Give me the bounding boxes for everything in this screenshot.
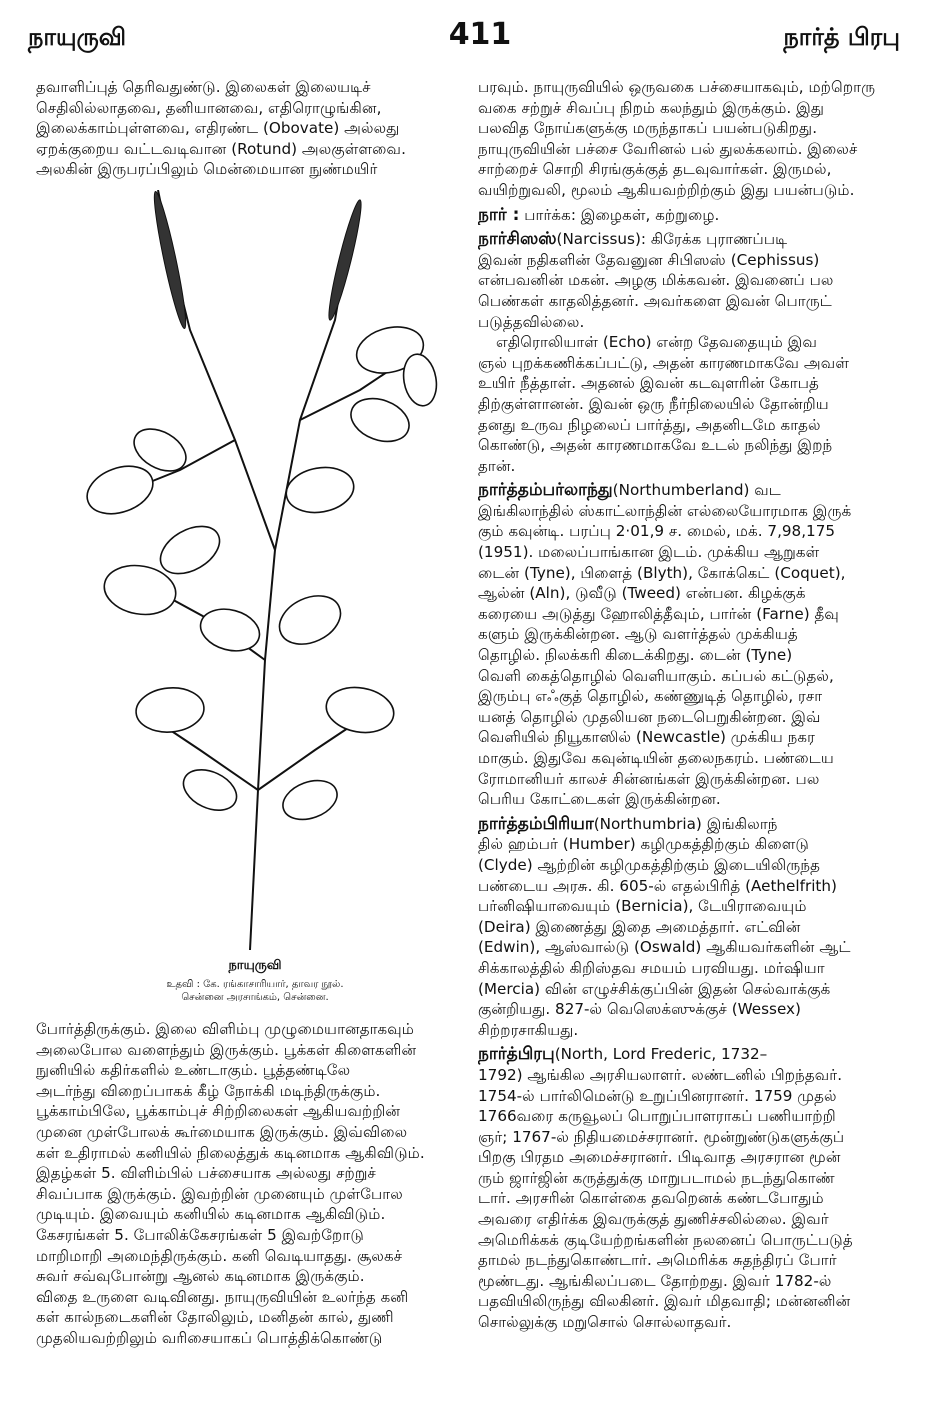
text-line: ஏறக்குறைய வட்டவடிவான (Rotund) அலகுள்ளவை.: [36, 139, 406, 158]
entry-nar: [478, 205, 904, 226]
text-line: முதலியவற்றிலும் வரிசையாகப் பொத்திக்கொண்டு: [36, 1328, 383, 1347]
text-line: முனை முள்போலக் கூர்மையாக இருக்கும். இவ்விலை: [36, 1122, 408, 1141]
text-line: பண்டைய அரசு. கி. 605-ல் எதல்பிரித் (Aethelfrith): [478, 876, 837, 895]
text-line: மாறிமாறி அமைந்திருக்கும். கனி வெடியாதது. சூலகச்: [36, 1246, 403, 1265]
text-line: படுத்தவில்லை.: [478, 312, 585, 331]
text-line: குன்றியது. 827-ல் வெஸெக்ஸுக்குச் (Wessex): [478, 1000, 801, 1019]
entry-headword: நார்த்தம்பிரியா: [478, 813, 594, 834]
text-line: தனது உருவ நிழலைப் பார்த்து, அதனிடமே காதல்: [478, 415, 821, 434]
main-stem: [250, 230, 350, 950]
left-column-top-text: [36, 77, 454, 180]
right-column-text: [478, 77, 904, 1333]
left-spike-stem: [158, 190, 275, 550]
text-line: தொழில். நிலக்கரி கிடைக்கிறது. டைன் (Tyne): [478, 646, 793, 665]
text-line: அமெரிக்கக் குடியேற்றங்களின் நலனைப் பொருட்படுத்: [478, 1230, 853, 1249]
text-line: (Deira) இணைத்து இதை அமைத்தார். எட்வின்: [478, 917, 801, 936]
nayuruvi-continuation: [478, 77, 904, 201]
text-line: நுனியில் கதிர்களில் உண்டாகும். பூத்தண்டிலே: [36, 1061, 351, 1080]
entry-first-line: [478, 1044, 904, 1065]
text-line: உயிர் நீத்தாள். அதனல் இவன் கடவுளரின் கோபத்: [478, 374, 819, 393]
text-line: 1766வரை கருவூலப் பொறுப்பாளராகப் பணியாற்றி: [478, 1107, 836, 1126]
running-header-right: நார்த் பிரபு: [783, 23, 900, 51]
text-line: இரும்பு எஃகுத் தொழில், கண்ணுடித் தொழில், ரசா: [478, 687, 823, 706]
branch: [258, 720, 360, 790]
entry-headword: நார்சிஸஸ்: [478, 229, 557, 250]
leaf: [272, 587, 349, 654]
text-line: பர்னிஷியாவையும் (Bernicia), டேயிராவையும்: [478, 897, 807, 916]
plant-illustration: [60, 190, 440, 950]
figure-title: நாயுருவி: [228, 958, 282, 973]
leaf: [283, 462, 358, 517]
entry-headword: நார்த்தம்பர்லாந்து: [478, 480, 613, 501]
text-line: டார். அரசரின் கொள்கை தவறெனக் கண்டபோதும்: [478, 1189, 824, 1208]
text-line: எதிரொலியாள் (Echo) என்ற தேவதையும் இவ: [496, 333, 817, 352]
text-line: முடியும். இவையும் கனியில் கடினமாக ஆகிவிடும்.: [36, 1205, 386, 1224]
text-line: பதவியிலிருந்து விலகினர். இவர் மிதவாதி; மன்னனின்: [478, 1292, 851, 1311]
figure-credit: [60, 978, 450, 1004]
leaf: [196, 603, 264, 657]
text-line: (Clyde) ஆற்றின் கழிமுகத்திற்கும் இடையிலிருந்த: [478, 855, 821, 874]
leaf: [81, 458, 160, 523]
text-line: ரும் ஜார்ஜின் கருத்துக்கு மாறுபடாமல் நடந்துகொண்: [478, 1168, 835, 1187]
text-line: ஞர்; 1767-ல் நிதியமைச்சரானர். மூன்றுண்டுகளுக்குப்: [478, 1127, 845, 1146]
text-line: இதழ்கள் 5. விளிம்பில் பச்சையாக அல்லது சற்றுச்: [36, 1164, 376, 1183]
leaf: [345, 391, 415, 449]
flower-spike: [150, 190, 191, 329]
entry-narcissus: [478, 229, 904, 476]
text-line: பெரிய கோட்டைகள் இருக்கின்றன.: [478, 790, 721, 809]
text-line: ஆல்ன் (Aln), டுவீடு (Tweed) என்பன. கிழக்குக்: [478, 584, 806, 603]
text-line: (North, Lord Frederic, 1732–: [554, 1045, 768, 1064]
text-line: (1951). மலைப்பாங்கான இடம். முக்கிய ஆறுகள்: [478, 543, 820, 562]
text-line: சாற்றைச் சொறி சிரங்குக்குத் தடவுவார்கள். இருமல்,: [478, 160, 832, 179]
text-line: கள் உதிராமல் கனியில் நிலைத்துக் கடினமாக ஆகிவிடும்.: [36, 1143, 425, 1162]
text-line: திற்குள்ளானன். இவன் ஒரு நீர்நிலையில் தோன்றிய: [478, 394, 829, 413]
text-line: பரவும். நாயுருவியில் ஒருவகை பச்சையாகவும், மற்றொரு: [478, 78, 876, 96]
text-line: டைன் (Tyne), பிளைத் (Blyth), கோக்கெட் (Coquet),: [478, 563, 846, 582]
entry-first-line: [478, 814, 904, 835]
text-line: பூக்காம்பிலே, பூக்காம்புச் சிற்றிலைகள் ஆகியவற்றின்: [36, 1102, 401, 1121]
plant-drawing-svg: [60, 190, 440, 950]
text-line: வெளியில் நியூகாஸில் (Newcastle) முக்கிய நகர: [478, 728, 815, 747]
text-line: ஞல் புறக்கணிக்கப்பட்டு, அதன் காரணமாகவே அவள்: [478, 353, 850, 372]
text-line: அலகின் இருபரப்பிலும் மென்மையான நுண்மயிர்: [36, 160, 378, 179]
leaf: [278, 774, 343, 827]
text-line: பிறகு பிரதம அமைச்சரானர். பிடிவாத அரசரான மூன்: [478, 1148, 841, 1167]
text-line: அவரை எதிர்க்க இவருக்குத் துணிச்சலில்லை. இவர்: [478, 1210, 829, 1229]
text-line: கொண்டு, அதன் காரணமாகவே உடல் நலிந்து இறந்: [478, 436, 833, 455]
page-number: 411: [448, 17, 512, 52]
entry-northumberland: [478, 480, 904, 810]
text-line: மூண்டது. ஆங்கிலப்படை தோற்றது. இவர் 1782-ல்: [478, 1271, 832, 1290]
text-line: அடர்ந்து விறைப்பாகக் கீழ் நோக்கி மடிந்திருக்கும்.: [36, 1081, 381, 1100]
entry-headword: நார்த்பிரபு: [478, 1044, 555, 1065]
text-line: கள் கால்நடைகளின் தோலிலும், மனிதன் கால், துணி: [36, 1308, 394, 1327]
text-line: ரோமானியர் காலச் சின்னங்கள் இருக்கின்றன. பல: [478, 769, 820, 788]
text-line: தாமல் நடந்துகொண்டார். அமெரிக்க சுதந்திரப் போர்: [478, 1251, 837, 1270]
text-line: 1754-ல் பார்லிமென்டு உறுப்பினரானர். 1759 முதல்: [478, 1086, 837, 1105]
leaf: [134, 685, 206, 735]
entry-northumbria: [478, 814, 904, 1041]
text-line: சிக்காலத்தில் கிறிஸ்தவ சமயம் பரவியது. மர்ஷியா: [478, 958, 825, 977]
figure-credit-line-1: உதவி : கே. ரங்காசாரியார், தாவர நூல்.: [166, 979, 344, 990]
text-line: சிற்றரசாகியது.: [478, 1020, 579, 1039]
text-line: இவன் நதிகளின் தேவனுன சிபிஸஸ் (Cephissus): [478, 250, 820, 269]
text-line: (Narcissus): கிரேக்க புராணப்படி: [556, 230, 788, 249]
leaf: [323, 682, 398, 737]
entry-lord-north: [478, 1044, 904, 1332]
text-line: கரையை அடுத்து ஹோலித்தீவும், பார்ன் (Farne) தீவு: [478, 604, 839, 623]
figure-credit-line-2: சென்னை அரசாங்கம், சென்னை.: [181, 992, 329, 1003]
text-line: வகை சற்றுச் சிவப்பு நிறம் கலந்தும் இருக்கும். இது: [478, 98, 825, 117]
text-line: பெண்கள் காதலித்தனர். அவர்களை இவன் பொருட்: [478, 291, 832, 310]
text-line: தான்.: [478, 456, 516, 475]
flower-spike: [324, 198, 366, 321]
text-line: வெளி கைத்தொழில் வெளியாகும். கப்பல் கட்டுதல்,: [478, 666, 834, 685]
text-line: அலைபோல வளைந்தும் இருக்கும். பூக்கள் கிளைகளின்: [36, 1040, 417, 1059]
text-line: சொல்லுக்கு மறுசொல் சொல்லாதவர்.: [478, 1313, 732, 1332]
text-line: (Northumberland) வட: [612, 481, 781, 500]
text-line: யனத் தொழில் முதலியன நடைபெறுகின்றன. இவ்: [478, 707, 821, 726]
text-line: மாகும். இதுவே கவுன்டியின் தலைநகரம். பண்டைய: [478, 749, 834, 767]
text-line: விதை உருளை வடிவினது. நாயுருவியின் உலர்ந்த கனி: [36, 1287, 409, 1306]
text-line: வயிற்றுவலி, மூலம் ஆகியவற்றிற்கும் இது பயன்படும்.: [478, 180, 855, 199]
text-line: (Edwin), ஆஸ்வால்டு (Oswald) ஆகியவர்களின் ஆட்: [478, 938, 851, 957]
entry-first-line: [478, 480, 904, 501]
left-column-bottom-text: [36, 1019, 454, 1349]
text-line: இலைக்காம்புள்ளவை, எதிரண்ட (Obovate) அல்லது: [36, 119, 400, 138]
entry-first-line: [478, 229, 904, 250]
text-line: கேசரங்கள் 5. போலிக்கேசரங்கள் 5 இவற்றோடு: [36, 1225, 364, 1244]
text-line: பலவித நோய்களுக்கு மருந்தாகப் பயன்படுகிறது.: [478, 119, 818, 138]
text-line: களும் இருக்கின்றன. ஆடு வளர்த்தல் முக்கியத்: [478, 625, 798, 644]
text-line: போர்த்திருக்கும். இலை விளிம்பு முழுமையானதாகவும்: [36, 1020, 415, 1038]
text-line: கும் கவுன்டி. பரப்பு 2·01,9 ச. மைல், மக். 7,98,175: [478, 522, 836, 541]
entry-cross-reference: பார்க்க: இழைகள், கற்றுழை.: [524, 205, 720, 224]
running-header-left: நாயுருவி: [28, 23, 127, 51]
text-line: (Northumbria) இங்கிலாந்: [593, 814, 778, 833]
text-line: தவாளிப்புத் தெரிவதுண்டு. இலைகள் இலையடிச்: [36, 78, 371, 96]
leaf: [177, 762, 243, 818]
text-line: என்பவனின் மகன். அழகு மிக்கவன். இவனைப் பல: [478, 271, 834, 290]
text-line: தில் ஹம்பர் (Humber) கழிமுகத்திற்கும் கிளைடு: [478, 835, 809, 854]
text-line: சுவர் சவ்வுபோன்று ஆனல் கடினமாக இருக்கும்.: [36, 1267, 365, 1286]
entry-headword: நார் :: [478, 204, 520, 225]
text-line: (Mercia) வின் எழுச்சிக்குப்பின் இதன் செல்வாக்குக்: [478, 979, 831, 998]
text-line: நாயுருவியின் பச்சை வேரினல் பல் துலக்கலாம். இலைச்: [478, 139, 858, 158]
text-line: செதிலில்லாதவை, தனியானவை, எதிரொழுங்கின,: [36, 98, 382, 117]
text-line: இங்கிலாந்தில் ஸ்காட்லாந்தின் எல்லையோரமாக இருக்: [478, 501, 852, 520]
text-line: சிவப்பாக இருக்கும். இவற்றின் முனையும் முள்போல: [36, 1184, 403, 1203]
text-line: 1792) ஆங்கில அரசியலாளர். லண்டனில் பிறந்தவர்.: [478, 1065, 843, 1084]
